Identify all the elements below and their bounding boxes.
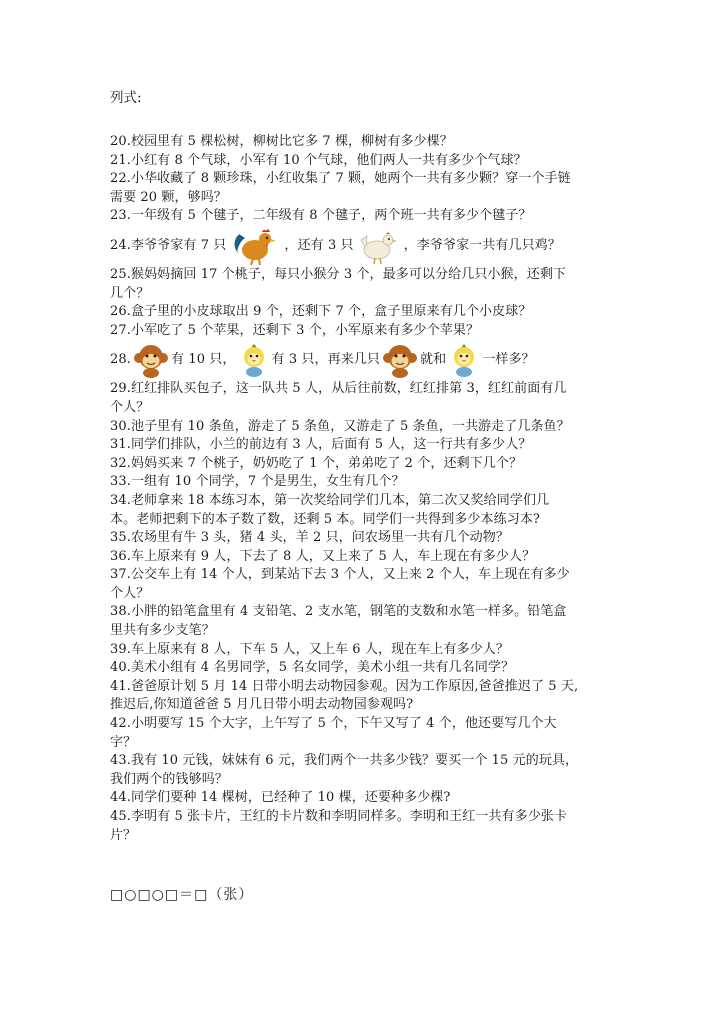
question-line: 42.小明要写 15 个大字，上午写了 5 个，下午又写了 4 个，他还要写几个大 — [110, 716, 557, 732]
question-line: 39.车上原来有 8 人，下车 5 人，又上车 6 人，现在车上有多少人？ — [110, 641, 509, 657]
question-line: 43.我有 10 元钱，妹妹有 6 元，我们两个一共多少钱？要买一个 15 元的玩具， — [110, 753, 579, 769]
question-line: 我们两个的钱够吗？ — [110, 771, 228, 787]
monkey-icon — [134, 342, 168, 378]
question-line: 35.农场里有牛 3 头，猪 4 头，羊 2 只，问农场里一共有几个动物？ — [110, 530, 509, 546]
question-list — [110, 133, 610, 845]
question-line: 字？ — [110, 734, 137, 750]
question-24 — [110, 226, 610, 266]
answer-equation-template: □○□○□＝□（张） — [110, 887, 254, 903]
question-line: 需要 20 颗，够吗？ — [110, 189, 227, 205]
question-line: 本。老师把剩下的本子数了数，还剩 5 本。同学们一共得到多少本练习本? — [110, 511, 541, 527]
question-line: 37.公交车上有 14 个人，到某站下去 3 个人，又上来 2 个人，车上现在有多少 — [110, 567, 570, 583]
question-line: 21.小红有 8 个气球，小军有 10 个气球，他们两人一共有多少个气球？ — [110, 152, 527, 168]
q28-text-3: 有 3 只，再来几只 — [271, 352, 381, 368]
q24-text-2: ，还有 3 只 — [284, 237, 354, 253]
question-line: 推迟后,你知道爸爸 5 月几日带小明去动物园参观吗? — [110, 697, 414, 713]
rooster-icon — [229, 226, 281, 266]
question-line: 38.小胖的铅笔盒里有 4 支铅笔、2 支水笔，钢笔的支数和水笔一样多。铅笔盒 — [110, 604, 567, 620]
question-line: 36.车上原来有 9 人，下去了 8 人，又上来了 5 人，车上现在有多少人？ — [110, 548, 536, 564]
question-line: 32.妈妈买来 7 个桃子，奶奶吃了 1 个，弟弟吃了 2 个，还剩下几个？ — [110, 455, 523, 471]
question-line: 30.池子里有 10 条鱼，游走了 5 条鱼，又游走了 5 条鱼，一共游走了几条鱼？ — [110, 418, 570, 434]
q28-text-5: 一样多？ — [482, 352, 535, 368]
q28-text-4: 就和 — [420, 352, 447, 368]
question-line: 27.小军吃了 5 个苹果，还剩下 3 个，小军原来有多少个苹果？ — [110, 322, 480, 338]
question-line: 29.红红排队买包子，这一队共 5 人，从后往前数，红红排第 3，红红前面有几 — [110, 381, 567, 397]
q28-text-2: 有 10 只， — [170, 352, 236, 368]
question-line: 22.小华收藏了 8 颗珍珠，小红收集了 7 颗，她两个一共有多少颗？穿一个手链 — [110, 171, 571, 187]
question-line: 41.爸爸原计划 5 月 14 日带小明去动物园参观。因为工作原因,爸爸推迟了 5 天, — [110, 678, 579, 694]
question-line: 31.同学们排队，小兰的前边有 3 人，后面有 5 人，这一行共有多少人？ — [110, 437, 532, 453]
question-line: 40.美术小组有 4 名男同学，5 名女同学，美术小组一共有几名同学？ — [110, 660, 515, 676]
monkey-icon — [383, 342, 417, 378]
question-line: 23.一年级有 5 个毽子，二年级有 8 个毽子，两个班一共有多少个毽子？ — [110, 208, 532, 224]
question-line: 里共有多少支笔？ — [110, 623, 215, 639]
hen-icon — [357, 226, 401, 266]
question-line: 34.老师拿来 18 本练习本，第一次奖给同学们几本，第二次又奖给同学们几 — [110, 492, 550, 508]
question-line: 45.李明有 5 张卡片，王红的卡片数和李明同样多。李明和王红一共有多少张卡 — [110, 809, 568, 824]
q24-text-3: ，李爷爷家一共有几只鸡？ — [403, 237, 561, 253]
question-28 — [110, 340, 610, 380]
question-line: 44.同学们要种 14 棵树，已经种了 10 棵，还要种多少棵? — [110, 790, 451, 806]
question-line: 几个？ — [110, 285, 150, 301]
question-line: 个人？ — [110, 585, 150, 601]
q28-text-1: 28. — [110, 352, 131, 368]
question-line: 个人？ — [110, 399, 150, 415]
chick-icon — [449, 342, 479, 378]
q24-text-1: 24.李爷爷家有 7 只 — [110, 237, 227, 253]
question-line: 26.盒子里的小皮球取出 9 个，还剩下 7 个，盒子里原来有几个小皮球？ — [110, 304, 532, 320]
question-line: 33.一组有 10 个同学，7 个是男生，女生有几个？ — [110, 474, 405, 490]
page-heading: 列式: — [110, 90, 142, 106]
chick-icon — [239, 342, 269, 378]
question-line: 片？ — [110, 827, 137, 843]
question-line: 20.校园里有 5 棵松树，柳树比它多 7 棵，柳树有多少棵？ — [110, 134, 453, 149]
question-line: 25.猴妈妈摘回 17 个桃子，每只小猴分 3 个，最多可以分给几只小猴，还剩下 — [110, 266, 567, 282]
